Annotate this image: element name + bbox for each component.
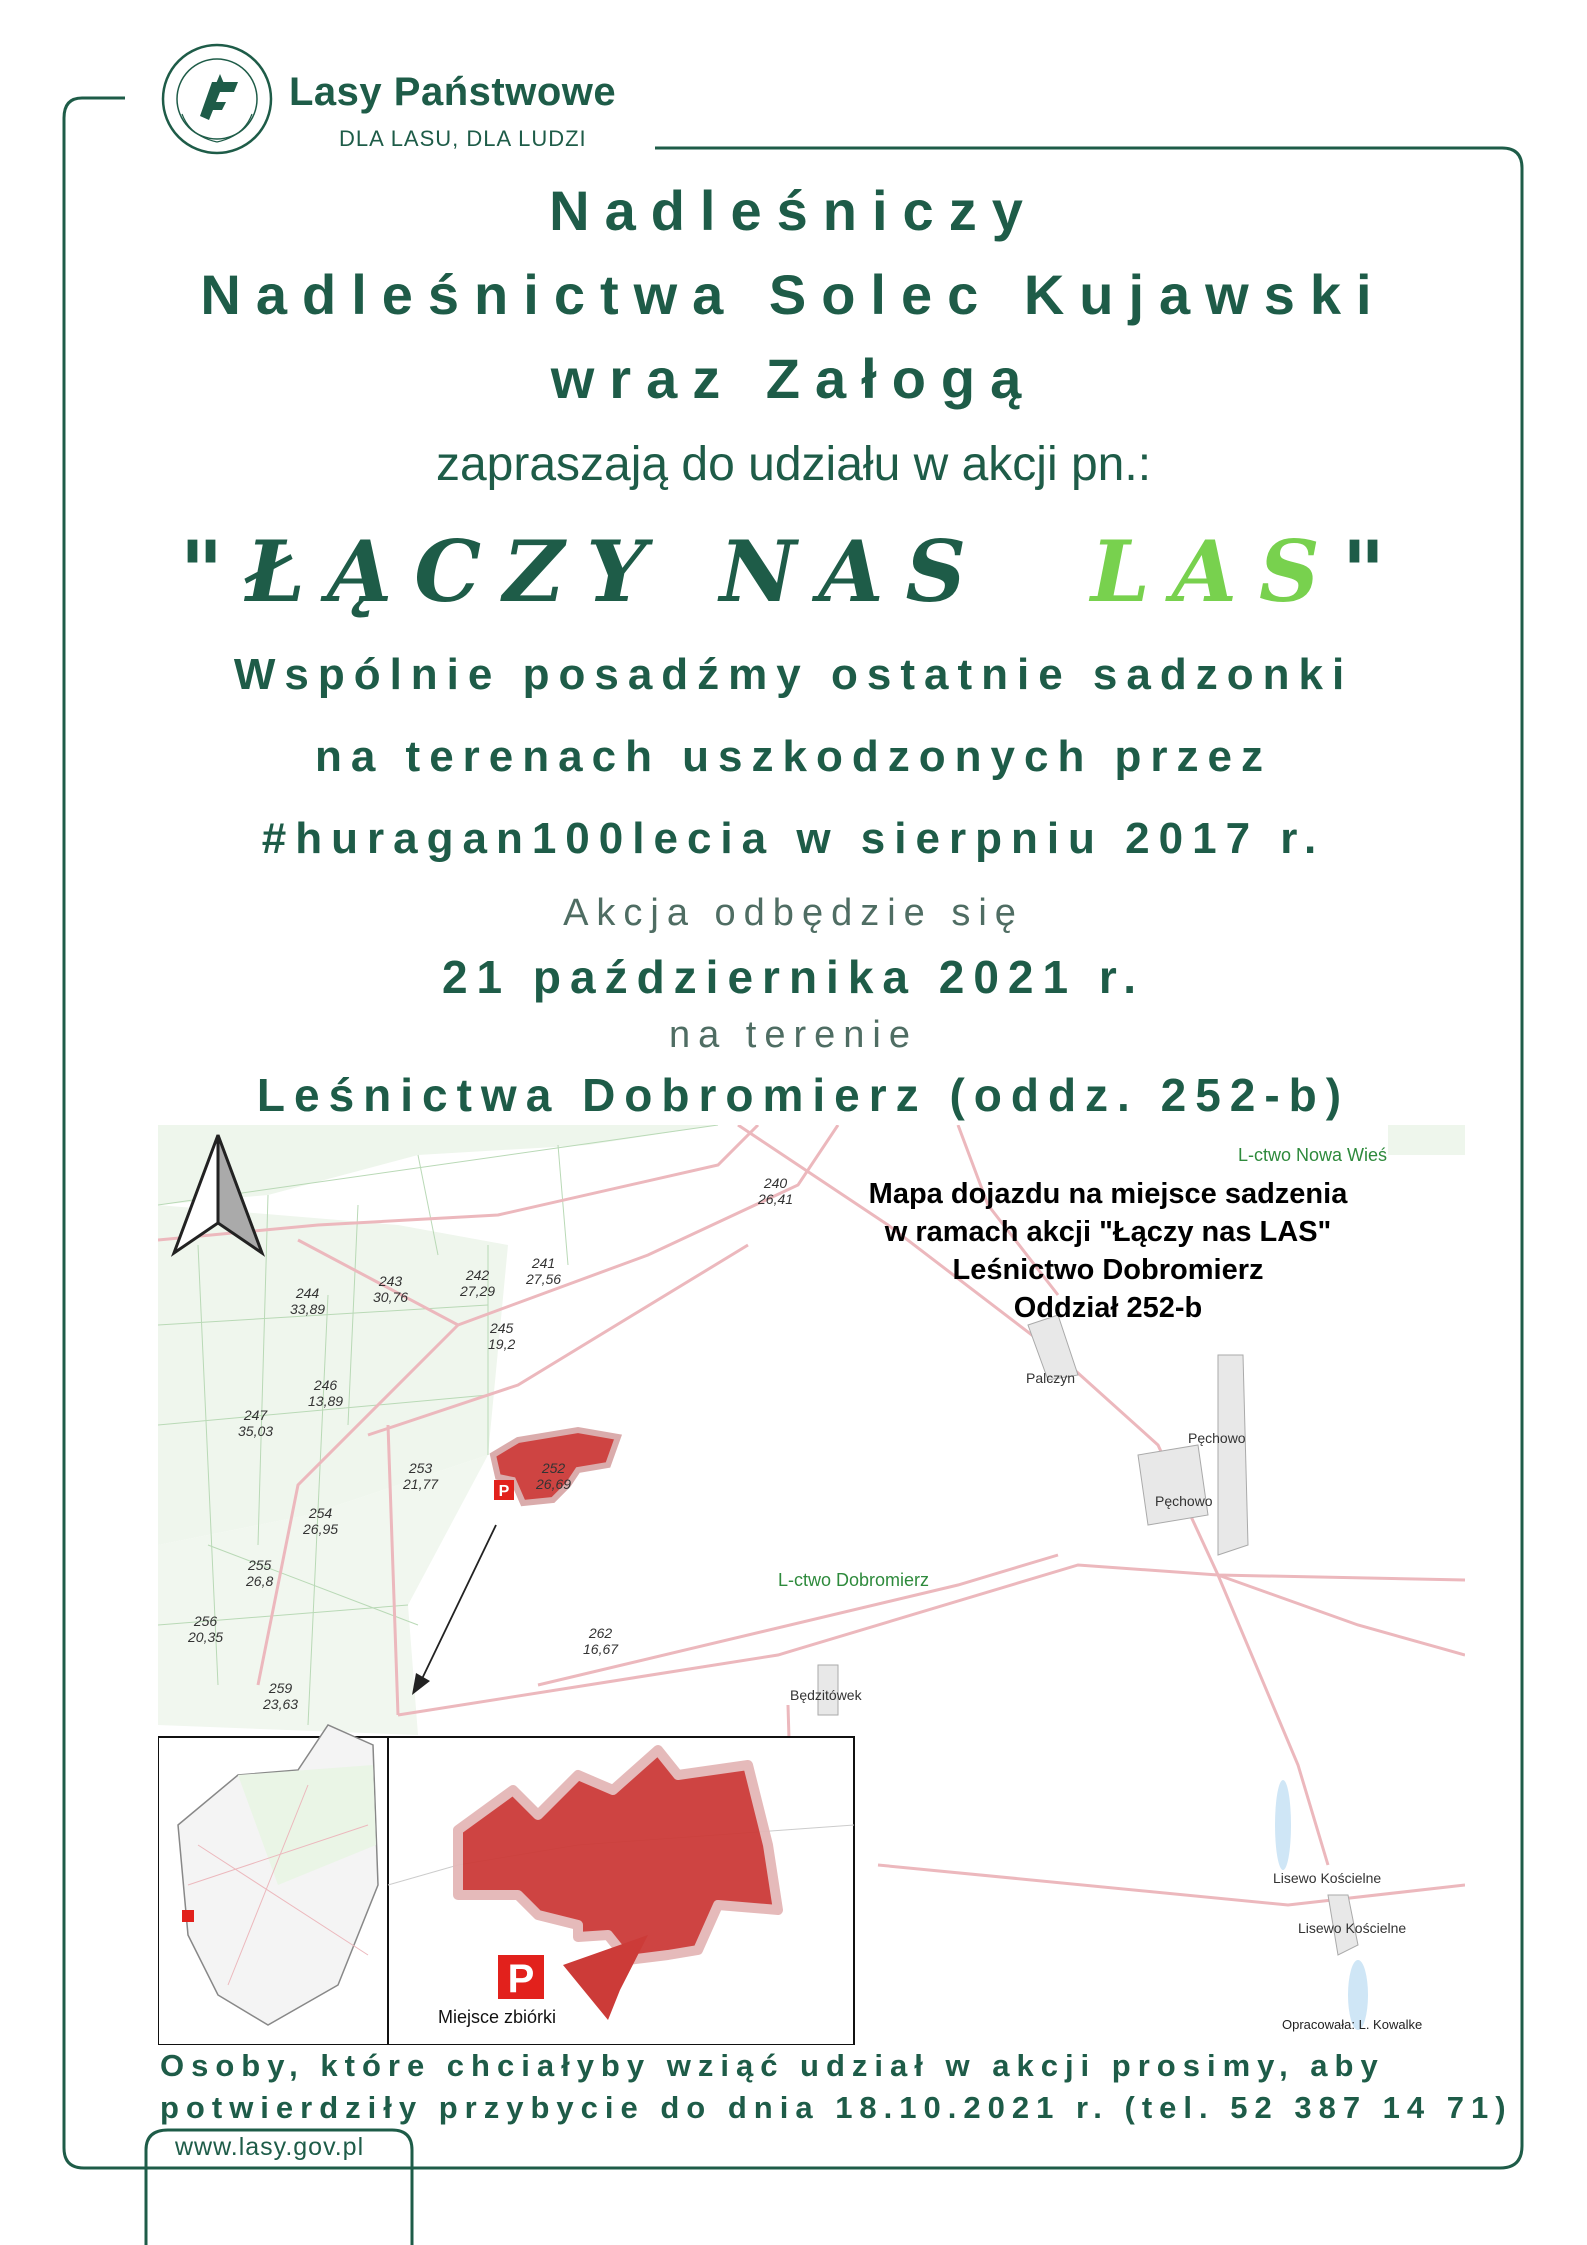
compartment-243: 243 30,76 [373, 1273, 409, 1305]
slogan-close-quote: " [1341, 522, 1408, 621]
village-bedzitowek: Będzitówek [790, 1687, 862, 1703]
event-intro: Akcja odbędzie się [563, 892, 1024, 934]
map-title-line-1: Mapa dojazdu na miejsce sadzenia [868, 1178, 1348, 1210]
compartment-252: 252 26,69 [536, 1460, 572, 1492]
compartment-256: 256 20,35 [188, 1613, 224, 1645]
map-title-line-3: Leśnictwo Dobromierz [952, 1254, 1264, 1286]
compartment-245: 245 19,2 [488, 1320, 516, 1352]
compartment-244: 244 33,89 [290, 1285, 326, 1317]
compartment-242: 242 27,29 [460, 1267, 496, 1299]
forestry-label-nowa-wies: L-ctwo Nowa Wieś [1238, 1145, 1388, 1165]
village-pechowo-1: Pęchowo [1188, 1430, 1246, 1446]
brand-name: Lasy Państwowe [289, 70, 617, 114]
village-lisewo-1: Lisewo Kościelne [1273, 1870, 1382, 1886]
event-place: Leśnictwa Dobromierz (oddz. 252-b) [256, 1069, 1351, 1121]
forestry-label-dobromierz: L-ctwo Dobromierz [778, 1570, 930, 1590]
campaign-slogan [0, 522, 1587, 621]
access-map [158, 1125, 1465, 2045]
header-line-1: Nadleśniczy [549, 179, 1038, 242]
svg-text:P: P [498, 1483, 510, 1500]
footer-line-1: Osoby, które chciałyby wziąć udział w akcji prosimy, aby [160, 2048, 1385, 2083]
compartment-247: 247 35,03 [238, 1407, 274, 1439]
compartment-259: 259 23,63 [263, 1680, 299, 1712]
description-line-2: na terenach uszkodzonych przez [314, 732, 1273, 781]
map-title-line-2: w ramach akcji "Łączy nas LAS" [884, 1216, 1332, 1248]
header-line-3: wraz Załogą [550, 347, 1037, 410]
event-place-intro: na terenie [668, 1014, 918, 1056]
invite-text: zapraszają do udziału w akcji pn.: [435, 438, 1152, 491]
village-palczyn: Palczyn [1026, 1370, 1076, 1386]
description-line-3: #huragan100lecia w sierpniu 2017 r. [261, 814, 1326, 863]
compartment-241: 241 27,56 [526, 1255, 562, 1287]
description-line-1: Wspólnie posadźmy ostatnie sadzonki [233, 650, 1354, 699]
map-title-line-4: Oddział 252-b [1013, 1292, 1203, 1324]
brand-tagline: DLA LASU, DLA LUDZI [339, 126, 587, 151]
svg-text:P: P [507, 1957, 535, 2001]
slogan-green: LAS [1090, 522, 1342, 621]
slogan-dark: ŁĄCZY NAS [245, 522, 989, 621]
compartment-254: 254 26,95 [303, 1505, 339, 1537]
map-title [858, 1175, 1358, 1327]
map-author: Opracowała: L. Kowalke [1282, 2017, 1423, 2032]
village-pechowo-2: Pęchowo [1155, 1493, 1213, 1509]
compartment-240: 240 26,41 [758, 1175, 794, 1207]
meeting-point-label: Miejsce zbiórki [438, 2007, 557, 2027]
lasy-panstwowe-emblem-icon [160, 42, 274, 156]
village-lisewo-2: Lisewo Kościelne [1298, 1920, 1407, 1936]
slogan-open-quote: " [179, 522, 246, 621]
footer-line-2: potwierdziły przybycie do dnia 18.10.2021 r. (tel. 52 387 14 71) [160, 2090, 1513, 2125]
compartment-255: 255 26,8 [246, 1557, 274, 1589]
compartment-246: 246 13,89 [308, 1377, 344, 1409]
logo [160, 42, 274, 156]
website-link[interactable]: www.lasy.gov.pl [175, 2133, 365, 2161]
event-date: 21 października 2021 r. [441, 951, 1146, 1003]
header-line-2: Nadleśnictwa Solec Kujawski [200, 263, 1387, 326]
compartment-253: 253 21,77 [403, 1460, 439, 1492]
compartment-262: 262 16,67 [583, 1625, 619, 1657]
